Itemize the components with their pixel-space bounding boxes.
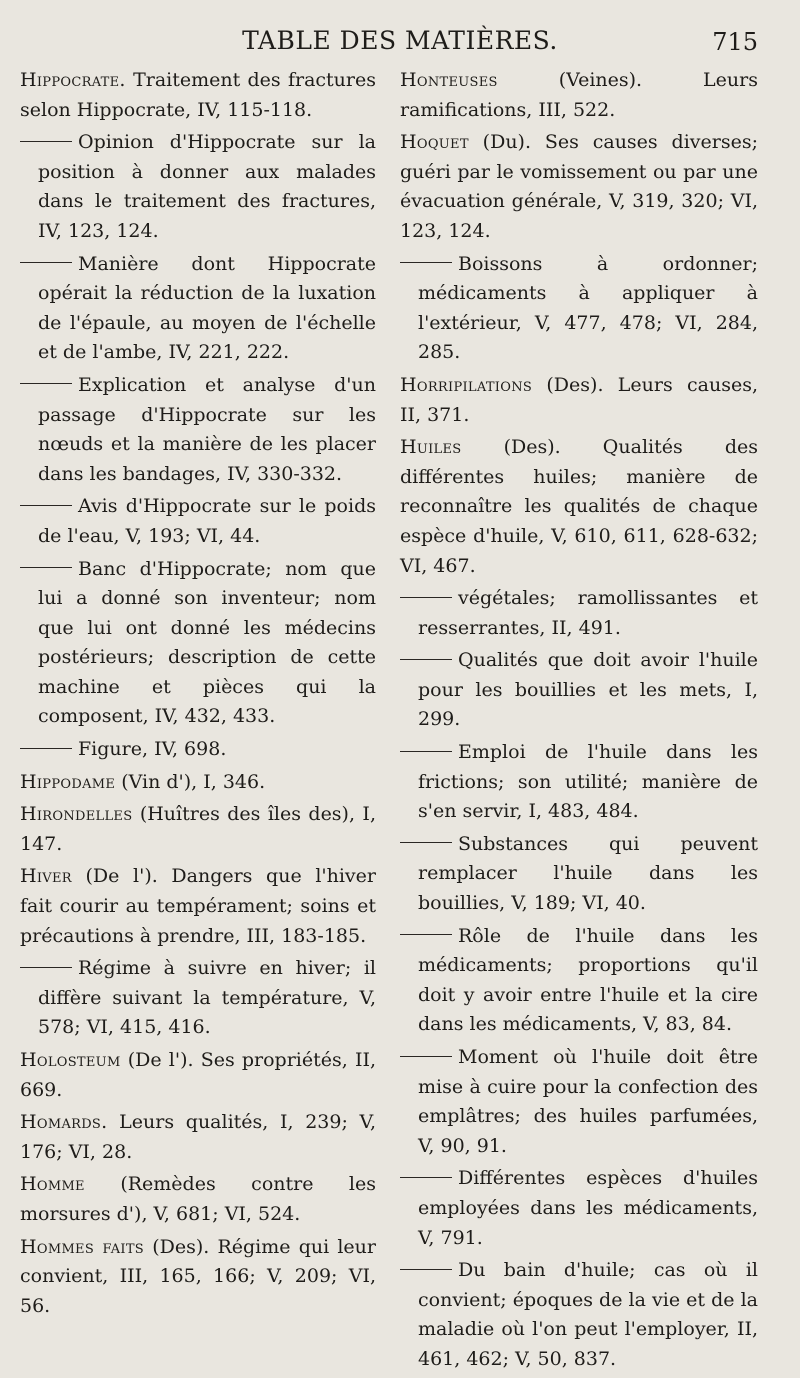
repeat-dash <box>400 262 452 263</box>
entry-text: Explication et analyse d'un passage d'Hippocrate sur les nœuds et la manière de les placer dans les bandages, IV, 330-332. <box>38 373 376 485</box>
entry-text: (Vin d'), I, 346. <box>121 770 266 793</box>
index-subentry <box>20 250 376 368</box>
index-entry <box>20 768 376 798</box>
index-entry <box>20 1233 376 1322</box>
index-subentry <box>20 735 376 765</box>
index-subentry <box>20 492 376 551</box>
index-subentry <box>20 555 376 733</box>
repeat-dash <box>400 934 452 935</box>
entry-text: (De l'). Ses propriétés, II, 669. <box>20 1049 377 1101</box>
repeat-dash <box>400 1177 452 1178</box>
entry-text: Figure, IV, 698. <box>78 738 227 761</box>
index-subentry <box>400 830 758 919</box>
entry-text: Emploi de l'huile dans les frictions; son utilité; manière de s'en servir, I, 483, 484. <box>418 741 758 823</box>
index-subentry <box>20 954 376 1043</box>
repeat-dash <box>400 659 452 660</box>
index-subentry <box>400 1256 758 1374</box>
repeat-dash <box>400 751 452 752</box>
index-entry <box>400 128 758 246</box>
index-entry <box>400 66 758 125</box>
entry-headword: Homards. <box>20 1111 108 1134</box>
entry-text: (Veines). Leurs ramifications, III, 522. <box>400 69 758 121</box>
entry-text: (Des). Régime qui leur convient, III, 165, 166; V, 209; VI, 56. <box>20 1235 376 1317</box>
repeat-dash <box>20 262 72 263</box>
entry-text: (Des). Qualités des différentes huiles; manière de reconnaître les qualités de chaque espèce d'huile, V, 610, 611, 628-632; VI, 467. <box>400 436 758 577</box>
entry-text: (Remèdes contre les morsures d'), V, 681; VI, 524. <box>20 1173 377 1225</box>
entry-text: Leurs qualités, I, 239; V, 176; VI, 28. <box>20 1111 376 1163</box>
entry-text: Substances qui peuvent remplacer l'huile dans les bouillies, V, 189; VI, 40. <box>418 832 758 915</box>
repeat-dash <box>20 383 72 384</box>
entry-text: (Huîtres des îles des), I, 147. <box>20 803 376 855</box>
index-subentry <box>400 250 758 368</box>
left-column <box>20 66 376 1324</box>
entry-headword: Horripilations <box>400 373 533 396</box>
entry-text: Traitement des fractures selon Hippocrate, IV, 115-118. <box>20 69 376 121</box>
entry-headword: Holosteum <box>20 1049 121 1071</box>
entry-text: Boissons à ordonner; médicaments à appliquer à l'extérieur, V, 477, 478; VI, 284, 285. <box>418 252 758 364</box>
page-number: 715 <box>712 28 758 56</box>
repeat-dash <box>400 1056 452 1057</box>
entry-text: Opinion d'Hippocrate sur la position à donner aux malades dans le traitement des fractures, IV, 123, 124. <box>38 131 376 242</box>
index-subentry <box>20 371 376 489</box>
page-header <box>0 20 800 64</box>
entry-text: Différentes espèces d'huiles employées dans les médicaments, V, 791. <box>418 1167 758 1249</box>
index-entry <box>20 1046 376 1105</box>
entry-text: Avis d'Hippocrate sur le poids de l'eau, V, 193; VI, 44. <box>38 495 376 547</box>
index-subentry <box>400 738 758 827</box>
running-title: TABLE DES MATIÈRES. <box>242 26 558 55</box>
entry-headword: Hiver <box>20 865 72 888</box>
index-entry <box>20 862 376 951</box>
index-subentry <box>400 1164 758 1253</box>
entry-headword: Hippodame <box>20 770 116 793</box>
entry-headword: Homme <box>20 1173 85 1196</box>
entry-headword: Hippocrate. <box>20 69 126 91</box>
index-entry <box>20 1170 376 1229</box>
repeat-dash <box>400 842 452 843</box>
repeat-dash <box>400 1269 452 1270</box>
entry-headword: Huiles <box>400 436 462 459</box>
entry-text: Rôle de l'huile dans les médicaments; proportions qu'il doit y avoir entre l'huile et la cire dans les médicaments, V, 83, 84. <box>418 924 758 1036</box>
index-entry <box>400 371 758 430</box>
entry-headword: Hirondelles <box>20 803 133 826</box>
index-entry <box>20 66 376 125</box>
entry-text: Moment où l'huile doit être mise à cuire pour la confection des emplâtres; des huiles parfumées, V, 90, 91. <box>418 1046 758 1157</box>
entry-headword: Honteuses <box>400 69 498 91</box>
repeat-dash <box>20 967 72 968</box>
repeat-dash <box>20 567 72 568</box>
entry-headword: Hoquet <box>400 131 469 154</box>
entry-text: végétales; ramollissantes et resserrantes, II, 491. <box>418 587 758 639</box>
entry-headword: Hommes faits <box>20 1235 145 1258</box>
repeat-dash <box>20 748 72 749</box>
index-subentry <box>400 646 758 735</box>
repeat-dash <box>20 505 72 506</box>
index-entry <box>20 800 376 859</box>
right-column <box>400 66 758 1378</box>
entry-text: Manière dont Hippocrate opérait la réduction de la luxation de l'épaule, au moyen de l'échelle et de l'ambe, IV, 221, 222. <box>38 252 376 364</box>
index-subentry <box>20 128 376 246</box>
index-entry <box>400 433 758 581</box>
entry-text: (Du). Ses causes diverses; guéri par le vomissement ou par une évacuation générale, V, 319, 320; VI, 123, 124. <box>400 131 758 242</box>
entry-text: Régime à suivre en hiver; il diffère suivant la température, V, 578; VI, 415, 416. <box>38 957 376 1039</box>
index-subentry <box>400 584 758 643</box>
index-entry <box>20 1108 376 1167</box>
entry-text: Banc d'Hippocrate; nom que lui a donné son inventeur; nom que lui ont donné les médecins postérieurs; description de cette machine et pièces qui la composent, IV, 432, 433. <box>38 557 376 728</box>
entry-text: Du bain d'huile; cas où il convient; époques de la vie et de la maladie où l'on peut l'employer, II, 461, 462; V, 50, 837. <box>418 1259 758 1370</box>
entry-text: (De l'). Dangers que l'hiver fait courir au tempérament; soins et précautions à prendre, III, 183-185. <box>20 865 376 947</box>
entry-text: (Des). Leurs causes, II, 371. <box>400 373 759 426</box>
repeat-dash <box>400 597 452 598</box>
index-subentry <box>400 922 758 1040</box>
index-subentry <box>400 1043 758 1161</box>
entry-text: Qualités que doit avoir l'huile pour les bouillies et les mets, I, 299. <box>418 649 758 731</box>
repeat-dash <box>20 141 72 142</box>
